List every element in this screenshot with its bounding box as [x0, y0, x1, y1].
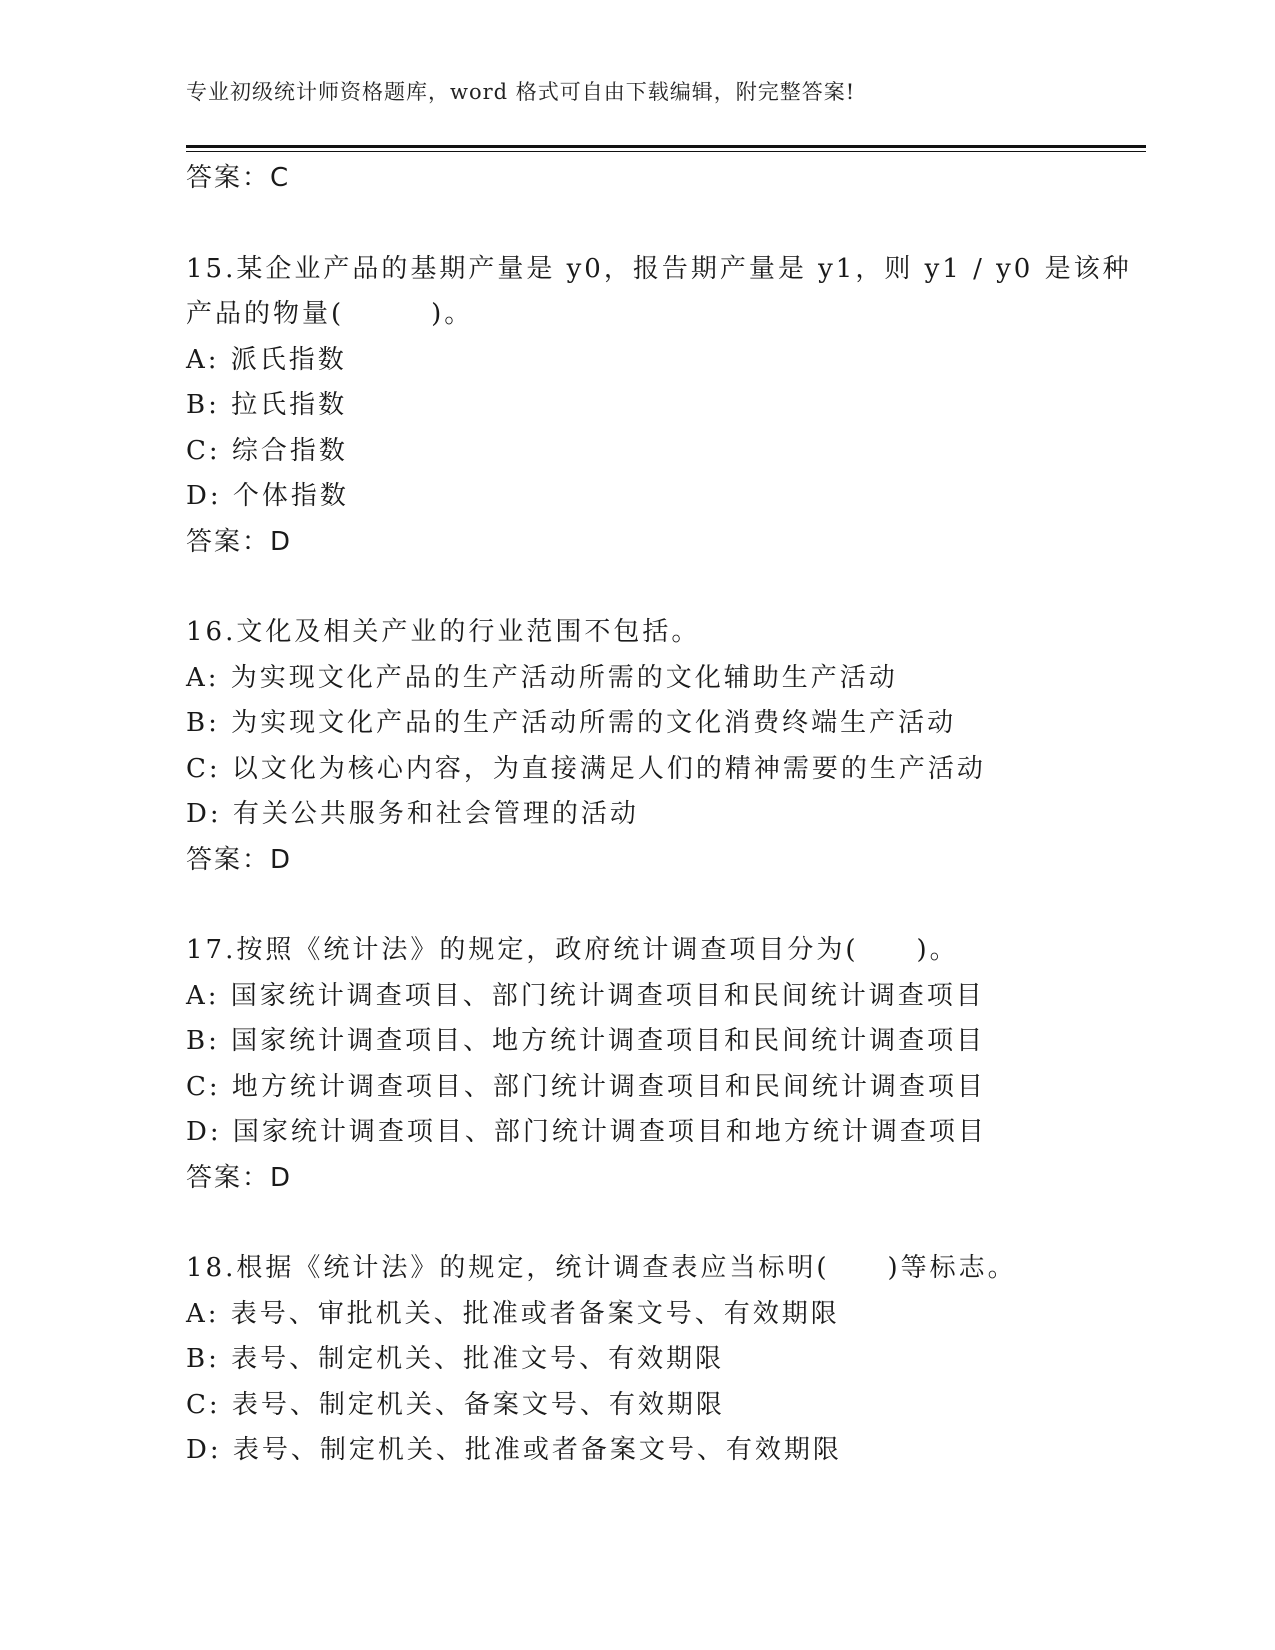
question-stem: 18.根据《统计法》的规定，统计调查表应当标明( )等标志。	[186, 1253, 1017, 1283]
option-c: C: 综合指数	[186, 435, 348, 466]
option-c: C: 表号、制定机关、备案文号、有效期限	[186, 1389, 725, 1420]
option-d: D: 个体指数	[186, 481, 349, 511]
spacer	[186, 1201, 1146, 1246]
question-block	[186, 247, 1146, 566]
option-b: B: 国家统计调查项目、地方统计调查项目和民间统计调查项目	[186, 1026, 986, 1056]
option-a: A: 国家统计调查项目、部门统计调查项目和民间统计调查项目	[186, 980, 985, 1011]
header-note: 专业初级统计师资格题库，word 格式可自由下载编辑，附完整答案!	[186, 80, 856, 104]
spacer	[186, 565, 1146, 610]
answer-line: 答案：D	[186, 844, 293, 875]
question-block	[186, 1246, 1146, 1474]
option-c: C: 以文化为核心内容，为直接满足人们的精神需要的生产活动	[186, 753, 986, 784]
option-c: C: 地方统计调查项目、部门统计调查项目和民间统计调查项目	[186, 1071, 986, 1102]
question-stem: 15.某企业产品的基期产量是 y0，报告期产量是 y1，则 y1 / y0 是该种	[186, 253, 1132, 284]
question-stem: 16.文化及相关产业的行业范围不包括。	[186, 617, 701, 647]
spacer	[186, 883, 1146, 928]
question-content	[186, 156, 1146, 1474]
answer-line: 答案：C	[186, 163, 291, 193]
header-rule-thick	[186, 145, 1146, 148]
option-b: B: 表号、制定机关、批准文号、有效期限	[186, 1344, 725, 1374]
answer-line: 答案：D	[186, 1162, 293, 1193]
option-a: A: 派氏指数	[186, 344, 347, 375]
question-stem: 17.按照《统计法》的规定，政府统计调查项目分为( )。	[186, 935, 959, 965]
spacer	[186, 202, 1146, 247]
question-block	[186, 610, 1146, 883]
option-d: D: 表号、制定机关、批准或者备案文号、有效期限	[186, 1435, 842, 1465]
option-a: A: 表号、审批机关、批准或者备案文号、有效期限	[186, 1298, 840, 1329]
option-d: D: 有关公共服务和社会管理的活动	[186, 799, 639, 829]
option-d: D: 国家统计调查项目、部门统计调查项目和地方统计调查项目	[186, 1117, 987, 1147]
header-rule-thin	[186, 151, 1146, 152]
answer-line: 答案：D	[186, 526, 293, 557]
option-b: B: 拉氏指数	[186, 390, 348, 420]
option-b: B: 为实现文化产品的生产活动所需的文化消费终端生产活动	[186, 708, 957, 738]
question-stem-continued: 产品的物量( )。	[186, 299, 474, 329]
question-block	[186, 928, 1146, 1201]
option-a: A: 为实现文化产品的生产活动所需的文化辅助生产活动	[186, 662, 898, 693]
